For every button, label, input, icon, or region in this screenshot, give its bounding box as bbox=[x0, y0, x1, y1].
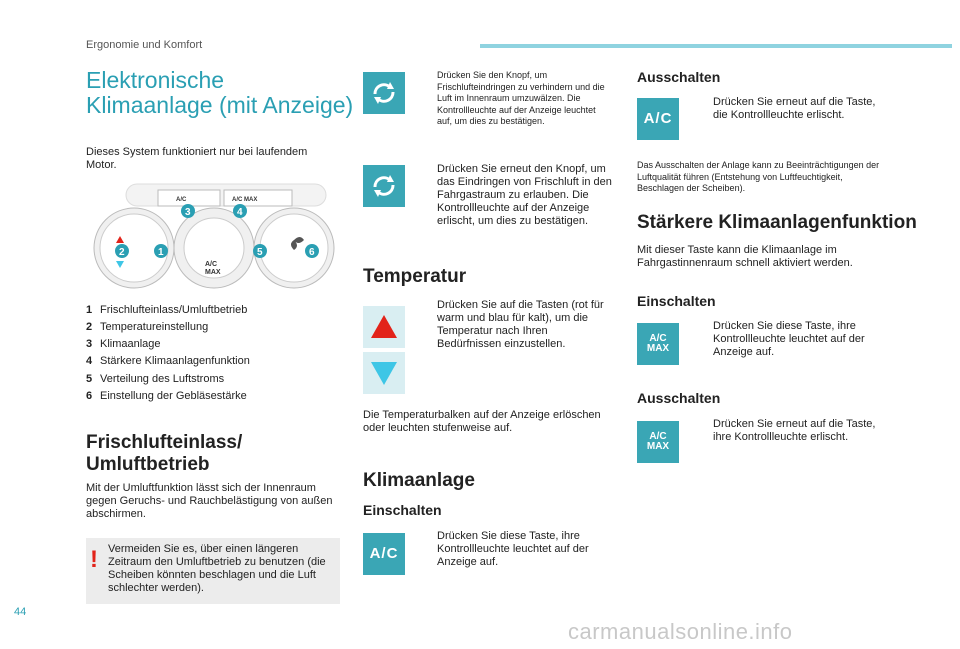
legend-item: 2 Temperatureinstellung bbox=[86, 321, 209, 333]
svg-text:1: 1 bbox=[158, 247, 164, 258]
page-title bbox=[86, 68, 353, 118]
ac-off-text: Drücken Sie erneut auf die Taste, die Kontrollleuchte erlischt. bbox=[713, 96, 876, 121]
legend-item: 1 Frischlufteinlass/Umluftbetrieb bbox=[86, 304, 248, 316]
temp-up-button-icon bbox=[363, 306, 405, 348]
warning-text: Vermeiden Sie es, über einen längeren Zeitraum den Umluftbetrieb zu benutzen (die Scheiben könnten beschlagen und die Luft schlechter werden). bbox=[108, 543, 326, 594]
max-off-heading: Ausschalten bbox=[637, 390, 721, 406]
svg-text:3: 3 bbox=[185, 207, 191, 218]
ac-heading: Klimaanlage bbox=[363, 470, 475, 491]
knob-max-label: MAX bbox=[205, 269, 221, 276]
fresh-air-text: Mit der Umluftfunktion lässt sich der Innenraum gegen Geruchs- und Rauchbelästigung von außen abschirmen. bbox=[86, 482, 333, 520]
temperature-text: Drücken Sie auf die Tasten (rot für warm und blau für kalt), um die Temperatur nach Ihren Bedürfnissen einzustellen. bbox=[437, 299, 604, 350]
acmax-on-button-icon: A/C MAX bbox=[637, 323, 679, 365]
svg-text:2: 2 bbox=[119, 247, 125, 258]
climate-panel-illustration bbox=[86, 180, 342, 292]
fresh-air-heading: Frischlufteinlass/ Umluftbetrieb bbox=[86, 432, 243, 475]
ac-off-button-icon: A/C bbox=[637, 98, 679, 140]
page-number: 44 bbox=[14, 606, 27, 618]
section-header: Ergonomie und Komfort bbox=[86, 39, 203, 51]
ac-on-heading: Einschalten bbox=[363, 502, 442, 518]
max-ac-text: Mit dieser Taste kann die Klimaanlage im Fahrgastinnenraum schnell aktiviert werden. bbox=[637, 244, 853, 269]
legend-item: 6 Einstellung der Gebläsestärke bbox=[86, 390, 247, 402]
recirc-off-icon bbox=[363, 165, 405, 207]
legend-item: 3 Klimaanlage bbox=[86, 338, 161, 350]
ac-off-note: Das Ausschalten der Anlage kann zu Beeinträchtigungen der Luftqualität führen (Entstehung von Luftfeuchtigkeit, Beschlagen der Scheiben). bbox=[637, 160, 880, 193]
intro-text: Dieses System funktioniert nur bei laufendem Motor. bbox=[86, 146, 308, 171]
temp-down-button-icon bbox=[363, 352, 405, 394]
svg-text:5: 5 bbox=[257, 247, 263, 258]
panel-ac-button: A/C bbox=[176, 197, 187, 203]
max-off-text: Drücken Sie erneut auf die Taste, ihre Kontrollleuchte erlischt. bbox=[713, 418, 876, 443]
temperature-heading: Temperatur bbox=[363, 266, 467, 287]
knob-ac-label: A/C bbox=[205, 261, 218, 268]
badge-6 bbox=[305, 244, 319, 258]
watermark: carmanualsonline.info bbox=[568, 619, 793, 644]
legend-item: 4 Stärkere Klimaanlagenfunktion bbox=[86, 355, 250, 367]
svg-text:4: 4 bbox=[237, 207, 243, 218]
header-bar bbox=[480, 44, 952, 48]
recirc-on-text: Drücken Sie den Knopf, um Frischlufteindringen zu verhindern und die Luft im Innenraum umzuwälzen. Die Kontrollleuchte auf der Anzeige leuchtet auf, um dies zu bestätigen. bbox=[437, 70, 605, 126]
ac-on-text: Drücken Sie diese Taste, ihre Kontrollleuchte leuchtet auf der Anzeige auf. bbox=[437, 530, 589, 568]
warning-box bbox=[86, 538, 340, 604]
temperature-note: Die Temperaturbalken auf der Anzeige erlöschen oder leuchten stufenweise auf. bbox=[363, 409, 601, 434]
badge-1 bbox=[154, 244, 168, 258]
ac-off-heading: Ausschalten bbox=[637, 69, 721, 85]
badge-5 bbox=[253, 244, 267, 258]
warning-icon: ! bbox=[90, 546, 98, 573]
badge-4 bbox=[233, 204, 247, 218]
max-on-text: Drücken Sie diese Taste, ihre Kontrollleuchte leuchtet auf der Anzeige auf. bbox=[713, 320, 865, 358]
ac-button-icon: A/C bbox=[363, 533, 405, 575]
badge-2 bbox=[115, 244, 129, 258]
page-title-line1: Elektronische bbox=[86, 67, 225, 93]
max-ac-heading: Stärkere Klimaanlagenfunktion bbox=[637, 212, 917, 233]
panel-acmax-button: A/C MAX bbox=[232, 197, 258, 203]
legend-item: 5 Verteilung des Luftstroms bbox=[86, 373, 225, 385]
page-title-line2: Klimaanlage (mit Anzeige) bbox=[86, 92, 354, 118]
max-on-heading: Einschalten bbox=[637, 293, 716, 309]
badge-3 bbox=[181, 204, 195, 218]
recirc-on-icon bbox=[363, 72, 405, 114]
recirc-off-text: Drücken Sie erneut den Knopf, um das Eindringen von Frischluft in den Fahrgastraum zu erlauben. Die Kontrollleuchte auf der Anzeige erlischt, um dies zu bestätigen. bbox=[437, 163, 612, 227]
svg-text:6: 6 bbox=[309, 247, 315, 258]
acmax-off-button-icon: A/C MAX bbox=[637, 421, 679, 463]
